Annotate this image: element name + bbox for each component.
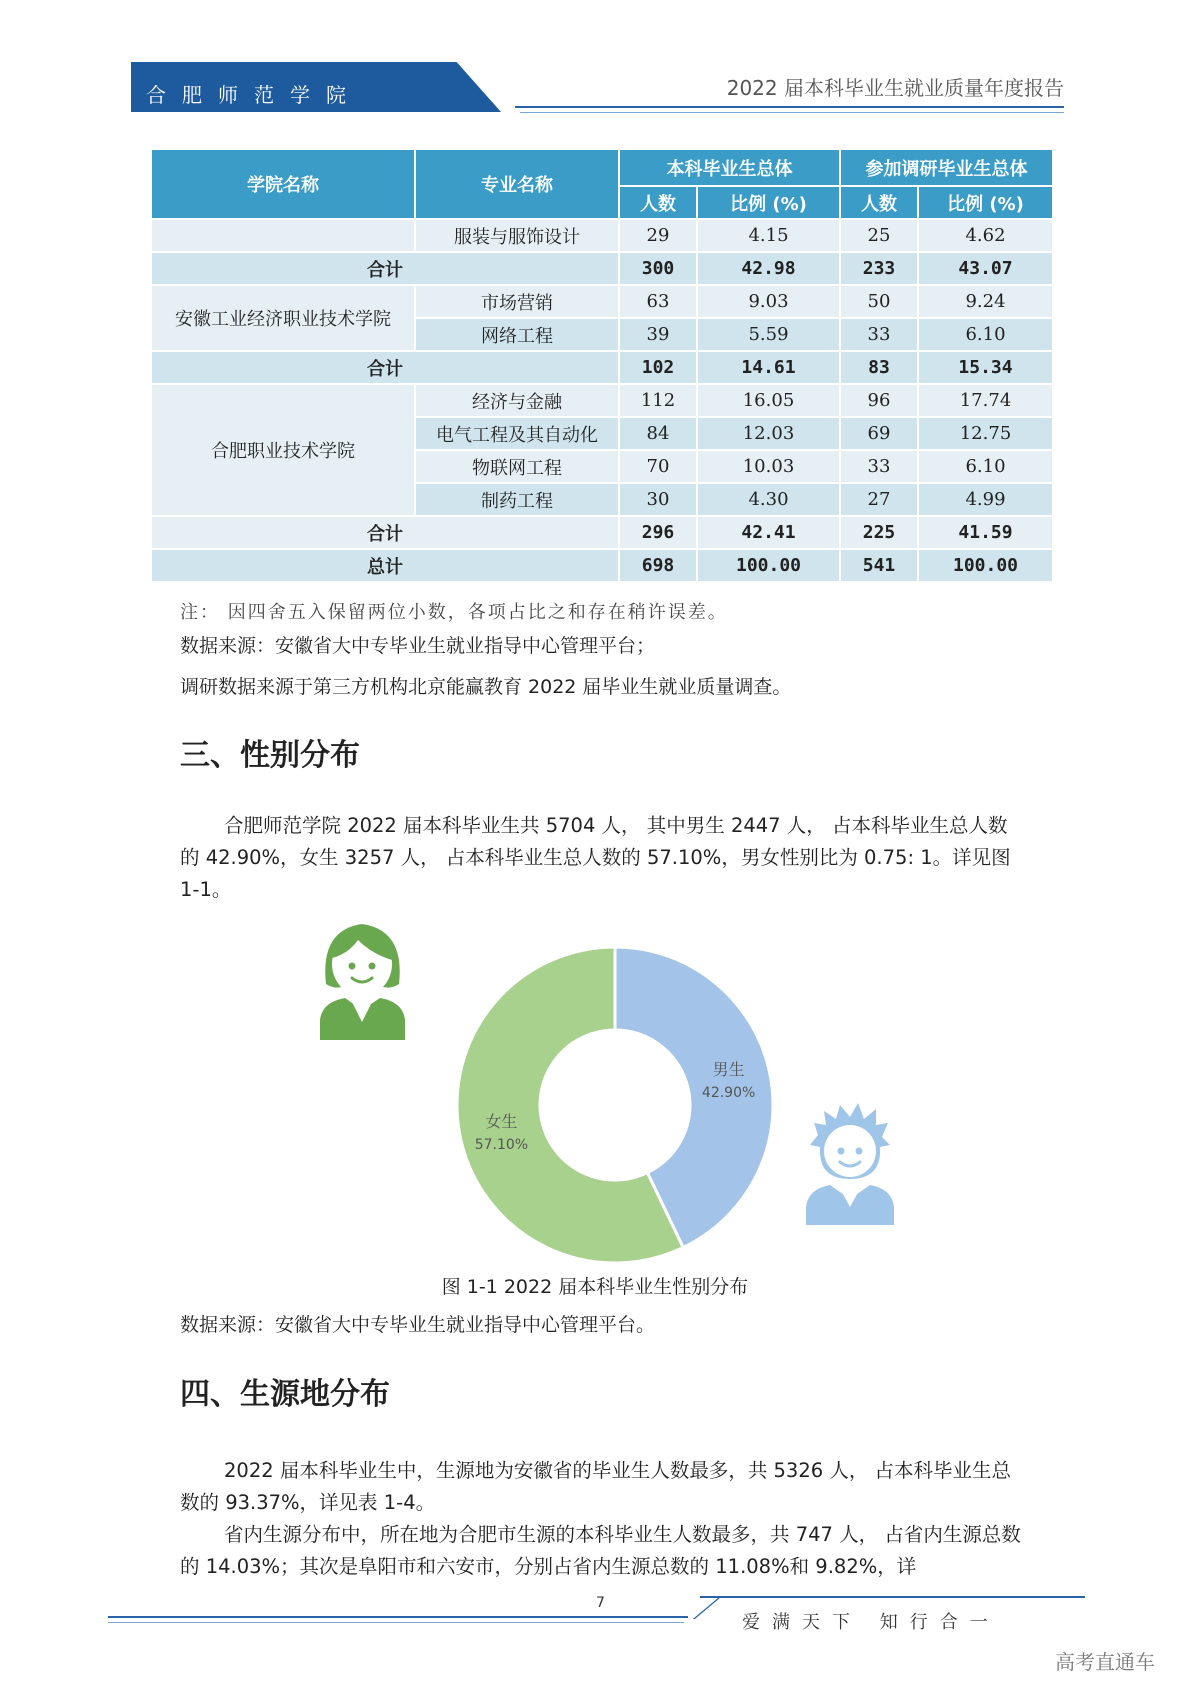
col-college-header: 学院名称 <box>151 149 415 219</box>
subtotal-label: 合计 <box>151 351 619 384</box>
ratio-cell: 6.10 <box>918 450 1053 483</box>
subtotal-row <box>151 516 1053 549</box>
watermark: 高考直通车 <box>1055 1650 1155 1674</box>
ratio-cell: 17.74 <box>918 384 1053 417</box>
major-cell: 经济与金融 <box>415 384 619 417</box>
count-cell: 29 <box>619 219 697 252</box>
ratio-cell: 100.00 <box>697 549 840 582</box>
ratio-cell: 42.98 <box>697 252 840 285</box>
college-cell <box>151 219 415 252</box>
section-heading: 四、生源地分布 <box>180 1377 390 1412</box>
ratio-cell: 15.34 <box>918 351 1053 384</box>
section-paragraph: 合肥师范学院 2022 届本科毕业生共 5704 人， 其中男生 2447 人， 占本科毕业生总人数的 42.90%，女生 3257 人， 占本科毕业生总人数的 57.10%，男女性别比为 0.75: 1。详见图 1-1。 <box>180 814 1011 901</box>
page-number: 7 <box>596 1595 605 1611</box>
figure-caption: 图 1-1 2022 届本科毕业生性别分布 <box>441 1276 749 1298</box>
major-cell: 制药工程 <box>415 483 619 516</box>
col-count-header: 人数 <box>840 186 918 219</box>
female-avatar-icon <box>310 910 415 1040</box>
ratio-cell: 10.03 <box>697 450 840 483</box>
school-name: 合肥师范学院 <box>146 83 362 107</box>
col-ratio-header: 比例 (%) <box>918 186 1053 219</box>
ratio-cell: 100.00 <box>918 549 1053 582</box>
subtotal-label: 合计 <box>151 252 619 285</box>
graduate-table <box>150 148 1054 583</box>
ratio-cell: 12.75 <box>918 417 1053 450</box>
count-cell: 50 <box>840 285 918 318</box>
table-row <box>151 384 1053 417</box>
ratio-cell: 4.15 <box>697 219 840 252</box>
count-cell: 225 <box>840 516 918 549</box>
ratio-cell: 4.62 <box>918 219 1053 252</box>
table-row <box>151 285 1053 318</box>
count-cell: 541 <box>840 549 918 582</box>
count-cell: 27 <box>840 483 918 516</box>
footer-rule-thin <box>108 1622 684 1623</box>
ratio-cell: 14.61 <box>697 351 840 384</box>
slice-value-label: 42.90% <box>701 1085 756 1102</box>
ratio-cell: 4.99 <box>918 483 1053 516</box>
footer-rule <box>700 1596 1085 1598</box>
table-note: 注： 因四舍五入保留两位小数，各项占比之和存在稍许误差。 <box>180 602 728 623</box>
ratio-cell: 5.59 <box>697 318 840 351</box>
table-row <box>151 219 1053 252</box>
count-cell: 96 <box>840 384 918 417</box>
col-count-header: 人数 <box>619 186 697 219</box>
footer-motto: 爱满天下 知行合一 <box>742 1612 1000 1633</box>
count-cell: 84 <box>619 417 697 450</box>
slice-value-label: 57.10% <box>474 1136 529 1153</box>
count-cell: 33 <box>840 450 918 483</box>
count-cell: 300 <box>619 252 697 285</box>
college-cell: 安徽工业经济职业技术学院 <box>151 285 415 351</box>
ratio-cell: 4.30 <box>697 483 840 516</box>
ratio-cell: 12.03 <box>697 417 840 450</box>
college-cell: 合肥职业技术学院 <box>151 384 415 516</box>
major-cell: 网络工程 <box>415 318 619 351</box>
count-cell: 112 <box>619 384 697 417</box>
male-avatar-icon <box>800 1095 900 1225</box>
footer-slant <box>663 1597 721 1619</box>
subtotal-label: 合计 <box>151 516 619 549</box>
count-cell: 63 <box>619 285 697 318</box>
major-cell: 市场营销 <box>415 285 619 318</box>
major-cell: 电气工程及其自动化 <box>415 417 619 450</box>
section-paragraph: 2022 届本科毕业生中，生源地为安徽省的毕业生人数最多，共 5326 人， 占本科毕业生总数的 93.37%，详见表 1-4。 <box>180 1459 1012 1514</box>
count-cell: 30 <box>619 483 697 516</box>
group-survey-header: 参加调研毕业生总体 <box>840 149 1053 186</box>
col-major-header: 专业名称 <box>415 149 619 219</box>
gender-donut-chart <box>440 930 790 1280</box>
ratio-cell: 42.41 <box>697 516 840 549</box>
report-title: 2022 届本科毕业生就业质量年度报告 <box>726 76 1064 100</box>
count-cell: 296 <box>619 516 697 549</box>
major-cell: 服装与服饰设计 <box>415 219 619 252</box>
count-cell: 83 <box>840 351 918 384</box>
survey-source: 调研数据来源于第三方机构北京能赢教育 2022 届毕业生就业质量调查。 <box>180 676 792 698</box>
count-cell: 69 <box>840 417 918 450</box>
section-heading: 三、性别分布 <box>180 738 360 773</box>
ratio-cell: 16.05 <box>697 384 840 417</box>
header-rule-thin <box>520 112 1064 113</box>
count-cell: 25 <box>840 219 918 252</box>
footer-rule <box>108 1616 688 1618</box>
ratio-cell: 9.03 <box>697 285 840 318</box>
slice-name-label: 男生 <box>712 1060 745 1080</box>
subtotal-row <box>151 351 1053 384</box>
slice-name-label: 女生 <box>485 1111 518 1131</box>
count-cell: 39 <box>619 318 697 351</box>
section-paragraph: 省内生源分布中，所在地为合肥市生源的本科毕业生人数最多，共 747 人， 占省内生源总数的 14.03%；其次是阜阳市和六安市，分别占省内生源总数的 11.08%和 9.82%，详 <box>180 1523 1021 1578</box>
count-cell: 698 <box>619 549 697 582</box>
col-ratio-header: 比例 (%) <box>697 186 840 219</box>
total-row <box>151 549 1053 582</box>
count-cell: 33 <box>840 318 918 351</box>
ratio-cell: 41.59 <box>918 516 1053 549</box>
subtotal-row <box>151 252 1053 285</box>
count-cell: 233 <box>840 252 918 285</box>
count-cell: 70 <box>619 450 697 483</box>
data-source: 数据来源：安徽省大中专毕业生就业指导中心管理平台； <box>180 635 656 657</box>
total-label: 总计 <box>151 549 619 582</box>
ratio-cell: 9.24 <box>918 285 1053 318</box>
major-cell: 物联网工程 <box>415 450 619 483</box>
header-rule <box>515 106 1064 108</box>
ratio-cell: 6.10 <box>918 318 1053 351</box>
group-total-header: 本科毕业生总体 <box>619 149 840 186</box>
figure-source: 数据来源：安徽省大中专毕业生就业指导中心管理平台。 <box>180 1314 656 1336</box>
ratio-cell: 43.07 <box>918 252 1053 285</box>
count-cell: 102 <box>619 351 697 384</box>
